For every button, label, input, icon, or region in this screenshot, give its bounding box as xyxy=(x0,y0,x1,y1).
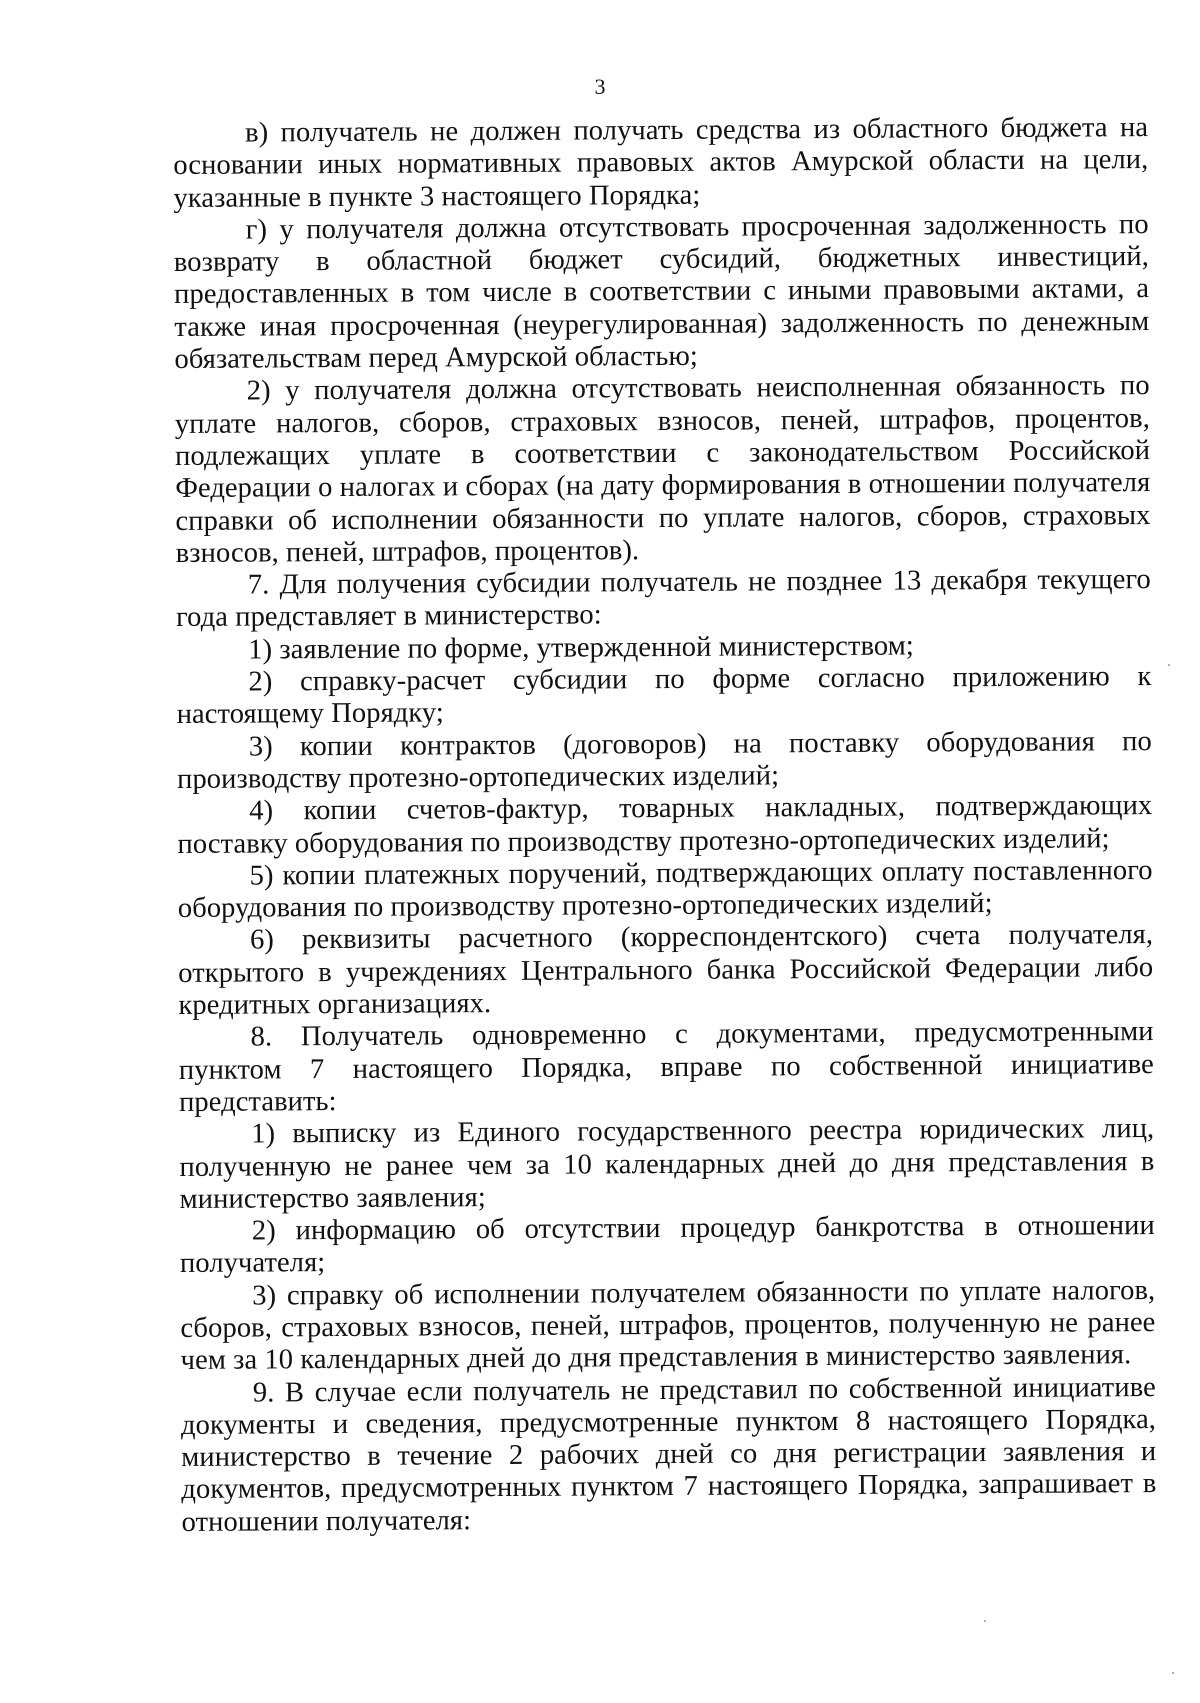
paragraph-g-no-overdue-debt: г) у получателя должна отсутствовать просроченная задолженность по возврату в областной бюджет субсидий, бюджетных инвестиций, предоставленных в том числе в соответствии с иными правовыми актами, а также иная просроченная (неурегулированная) задолженность по денежным обязательствам перед Амурской областью; xyxy=(173,208,1150,376)
paragraph-8-item-3: 3) справку об исполнении получателем обязанности по уплате налогов, сборов, страховых взносов, пеней, штрафов, процентов, полученную не ранее чем за 10 календарных дней до дня представления в министерство заявления. xyxy=(180,1274,1156,1377)
scan-speck xyxy=(1172,1672,1174,1674)
paragraph-7-item-2: 2) справку-расчет субсидии по форме согласно приложению к настоящему Порядку; xyxy=(176,661,1152,731)
paragraph-7-item-1: 1) заявление по форме, утвержденной министерством; xyxy=(248,630,914,666)
paragraph-8-item-1: 1) выписку из Единого государственного реестра юридических лиц, полученную не ранее чем за 10 календарных дней до дня представления в министерство заявления; xyxy=(179,1113,1155,1215)
paragraph-7-item-6: 6) реквизиты расчетного (корреспондентского) счета получателя, открытого в учреждениях Центрального банка Российской Федерации либо кредитных организациях. xyxy=(178,919,1154,1021)
scan-speck xyxy=(1168,664,1170,666)
paragraph-7-item-4: 4) копии счетов-фактур, товарных накладных, подтверждающих поставку оборудования по производству протезно-ортопедических изделий; xyxy=(177,790,1153,860)
document-body xyxy=(173,112,1157,1539)
paragraph-7-item-5: 5) копии платежных поручений, подтверждающих оплату поставленного оборудования по производству протезно-ортопедических изделий; xyxy=(177,854,1153,925)
scan-speck xyxy=(984,1620,986,1622)
paragraph-v-no-other-funds: в) получатель не должен получать средства из областного бюджета на основании иных нормативных правовых актов Амурской области на цели, указанные в пункте 3 настоящего Порядка; xyxy=(173,112,1149,214)
paragraph-8-intro: 8. Получатель одновременно с документами, предусмотренными пунктом 7 настоящего Порядка, вправе по собственной инициативе представить: xyxy=(178,1016,1154,1118)
paragraph-7-item-3: 3) копии контрактов (договоров) на поставку оборудования по производству протезно-ортопедических изделий; xyxy=(176,725,1152,795)
paragraph-9-intro: 9. В случае если получатель не представил по собственной инициативе документы и сведения, предусмотренные пунктом 8 настоящего Порядка, министерство в течение 2 рабочих дней со дня регистрации заявления и документов, предусмотренных пунктом 7 настоящего Порядка, запрашивает в отношении получателя: xyxy=(180,1371,1157,1538)
paragraph-7-documents-intro: 7. Для получения субсидии получатель не позднее 13 декабря текущего года представляет в министерство: xyxy=(175,564,1151,634)
page-number: 3 xyxy=(594,74,606,99)
paragraph-8-item-2: 2) информацию об отсутствии процедур банкротства в отношении получателя; xyxy=(179,1210,1155,1280)
paragraph-2-no-tax-arrears: 2) у получателя должна отсутствовать неисполненная обязанность по уплате налогов, сборов, страховых взносов, пеней, штрафов, процентов, подлежащих уплате в соответствии с законодательством Российской Федерации о налогах и сборах (на дату формирования в отношении получателя справки об исполнении обязанности по уплате налогов, сборов, страховых взносов, пеней, штрафов, процентов). xyxy=(174,370,1151,569)
